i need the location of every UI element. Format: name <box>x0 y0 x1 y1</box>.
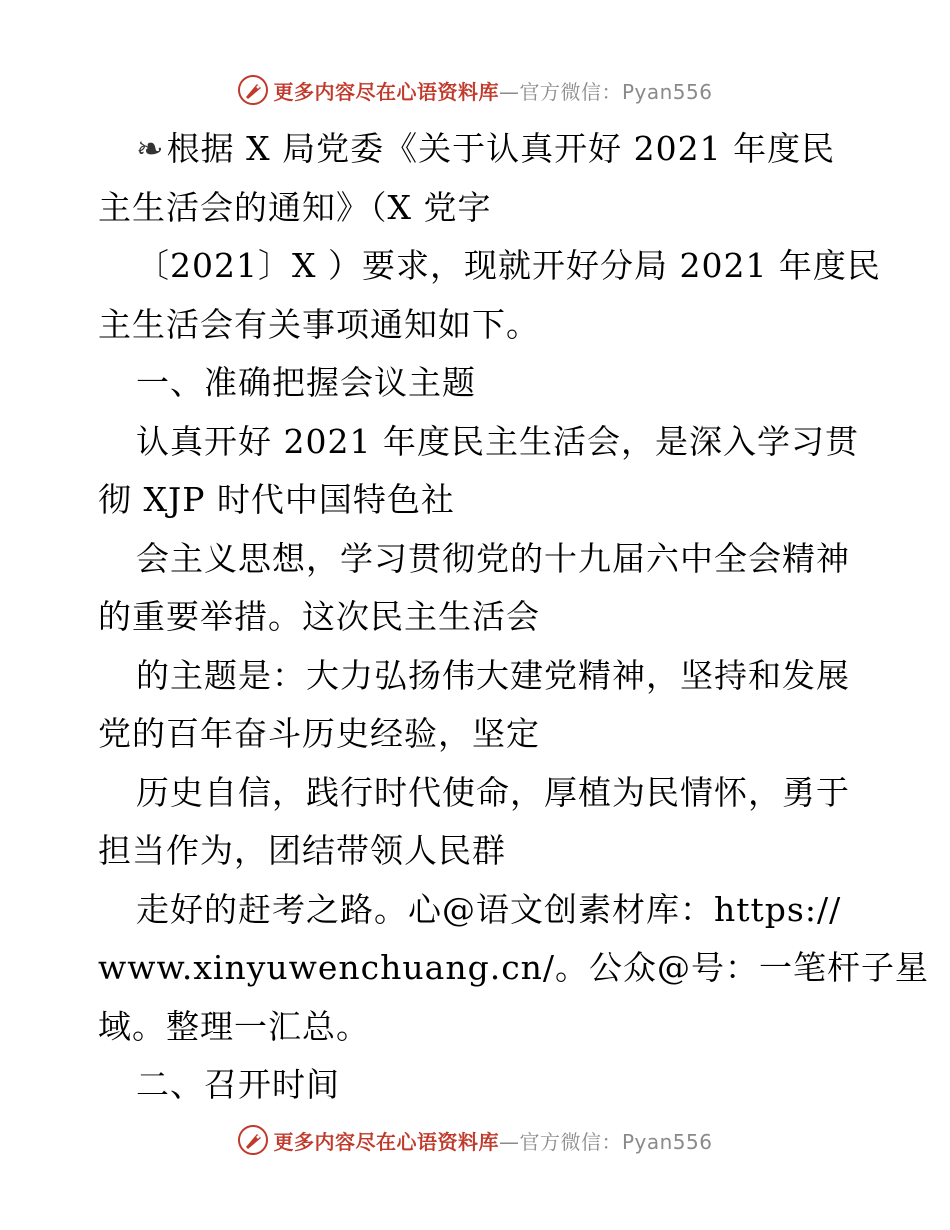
section-heading: 一、准确把握会议主题 <box>136 363 476 402</box>
text-line: 彻 XJP 时代中国特色社 <box>98 480 455 519</box>
text-line: 担当作为，团结带领人民群 <box>98 831 506 870</box>
text-line: www.xinyuwenchuang.cn/。公众@号：一笔杆子星 <box>98 948 930 987</box>
text-line: ❧根据 X 局党委《关于认真开好 2021 年度民 <box>136 129 836 168</box>
text-line: 域。整理一汇总。 <box>98 1006 370 1046</box>
text-line: 的重要举措。这次民主生活会 <box>98 597 540 636</box>
pen-nib-logo-icon <box>237 74 269 106</box>
text-line: 认真开好 2021 年度民主生活会，是深入学习贯 <box>136 421 859 461</box>
header-watermark <box>0 70 950 110</box>
watermark-text-gray: —官方微信：Pyan556 <box>498 79 713 104</box>
watermark-text-red: 更多内容尽在心语资料库 <box>273 79 499 104</box>
watermark-text-red: 更多内容尽在心语资料库 <box>273 1129 499 1154</box>
footer-watermark <box>0 1120 950 1160</box>
text-line: 历史自信，践行时代使命，厚植为民情怀，勇于 <box>136 772 850 812</box>
text-line: 走好的赶考之路。心@语文创素材库：https:// <box>136 889 842 929</box>
section-heading: 二、召开时间 <box>136 1065 340 1104</box>
text-line: 主生活会有关事项通知如下。 <box>98 304 540 344</box>
text-line: 主生活会的通知》（X 党字 <box>98 187 492 227</box>
text-line: 党的百年奋斗历史经验，坚定 <box>98 714 540 753</box>
watermark-text-gray: —官方微信：Pyan556 <box>498 1129 713 1154</box>
floral-ornament-icon: ❧ <box>136 129 165 168</box>
text-line: 〔2021〕X ）要求，现就开好分局 2021 年度民 <box>136 246 881 285</box>
text-line: 会主义思想，学习贯彻党的十九届六中全会精神 <box>136 538 850 578</box>
document-body <box>98 120 930 1115</box>
pen-nib-logo-icon <box>237 1124 269 1156</box>
text-line: 的主题是：大力弘扬伟大建党精神，坚持和发展 <box>136 655 850 695</box>
